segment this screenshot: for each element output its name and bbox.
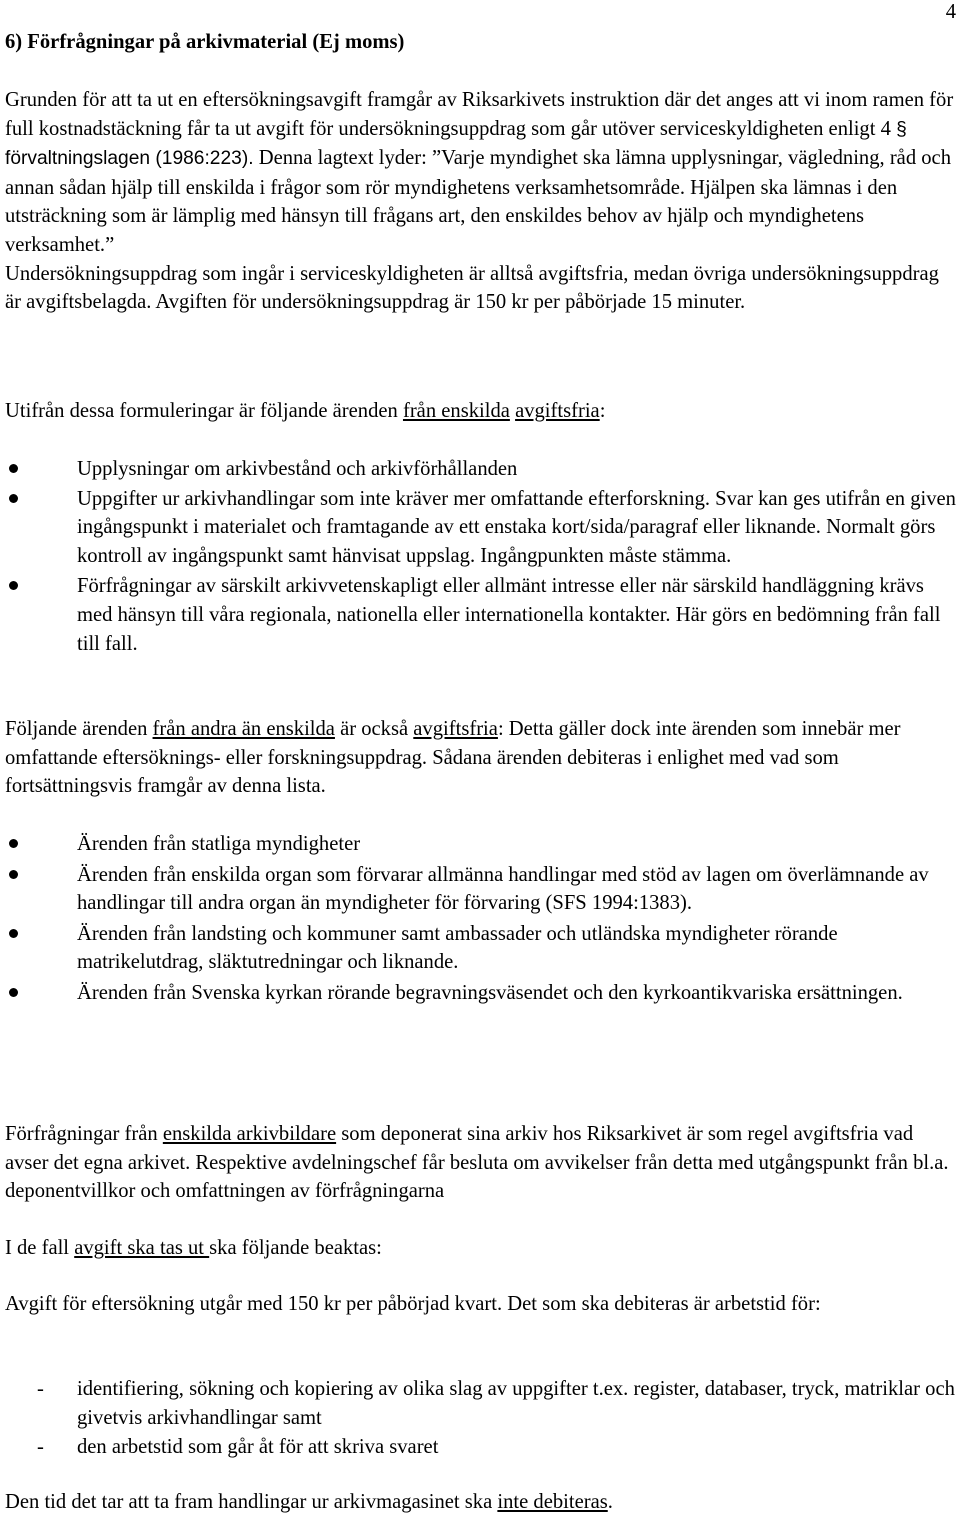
section-heading: 6) Förfrågningar på arkivmaterial (Ej moms)	[5, 31, 405, 53]
intro-text-4: Undersökningsuppdrag som ingår i serviceskyldigheten är alltså avgiftsfria, medan övriga undersökningsuppdrag är avgiftsbelagda. Avgiften för undersökningsuppdrag är 150 kr per påbörjade 15 minuter.	[5, 262, 939, 314]
intro-paragraph	[5, 86, 957, 317]
archive-creators-underlined: enskilda arkivbildare	[162, 1123, 337, 1145]
private-free-post: :	[599, 400, 606, 422]
archive-creators-pre: Förfrågningar från	[5, 1123, 163, 1145]
archive-creators-post: som deponerat sina arkiv hos Riksarkivet är som regel avgiftsfria vad avser det egna arkivet. Respektive avdelningschef får besluta om avvikelser från detta med utgångspunkt från bl.a. deponentvillkor och omfattningen av förfrågningarna	[5, 1123, 949, 1203]
others-free-underlined-2: avgiftsfria	[413, 718, 498, 740]
intro-text-1: Grunden för att ta ut en eftersökningsavgift framgår av Riksarkivets instruktion där det anges att vi inom ramen för full kostnadstäckning får ta ut avgift för undersökningsuppdrag som går utöver serviceskyldigheten enligt 4	[5, 89, 954, 140]
fee-case-pre: I de fall	[5, 1237, 75, 1259]
intro-text-2: förvaltningslagen (1986:223).	[5, 148, 254, 170]
others-free-paragraph	[5, 715, 957, 801]
page-number: 4	[945, 1, 956, 23]
section-sign: §	[896, 118, 907, 140]
final-pre: Den tid det tar att ta fram handlingar ur arkivmagasinet ska	[5, 1491, 498, 1513]
list-item: - identifiering, sökning och kopiering av olika slag av uppgifter t.ex. register, databaser, tryck, matriklar och givetvis arkivhandlingar samt	[5, 1375, 957, 1432]
law-quote: Denna lagtext lyder: ”Varje myndighet ska lämna upplysningar, vägledning, råd och annan sådan hjälp till enskilda i frågor som rör myndighetens verksamhetsområde. Hjälpen ska lämnas i den utsträckning som är lämplig med hänsyn till frågans art, den enskildes behov av hjälp och myndighetens verksamhet.”	[5, 147, 951, 256]
fee-rate-paragraph: Avgift för eftersökning utgår med 150 kr per påbörjad kvart. Det som ska debiteras är arbetstid för:	[5, 1293, 821, 1315]
list-item: Ärenden från Svenska kyrkan rörande begravningsväsendet och den kyrkoantikvariska ersättningen.	[5, 979, 957, 1008]
others-free-list	[5, 830, 957, 1008]
billable-work-list	[5, 1375, 957, 1462]
list-item: - den arbetstid som går åt för att skriva svaret	[5, 1433, 957, 1462]
list-item: Förfrågningar av särskilt arkivvetenskapligt eller allmänt intresse eller när särskild handläggning krävs med hänsyn till våra regionala, nationella eller internationella kontakter. Här görs en bedömning från fall till fall.	[5, 572, 957, 658]
private-free-list	[5, 455, 957, 658]
private-free-paragraph	[5, 397, 957, 426]
final-post: .	[607, 1491, 613, 1513]
fee-case-paragraph	[5, 1234, 957, 1263]
others-free-mid: är också	[334, 718, 414, 740]
list-item: Ärenden från enskilda organ som förvarar allmänna handlingar med stöd av lagen om överlämnande av handlingar till andra organ än myndigheter för förvaring (SFS 1994:1383).	[5, 861, 957, 918]
final-underlined: inte debiteras	[497, 1491, 608, 1513]
list-item: Ärenden från statliga myndigheter	[5, 830, 957, 859]
private-free-underlined-1: från enskilda	[402, 400, 510, 422]
fee-case-underlined: avgift ska tas ut	[74, 1237, 210, 1259]
archive-creators-paragraph	[5, 1120, 957, 1206]
others-free-post: : Detta gäller dock inte ärenden som innebär mer omfattande eftersöknings- eller forskningsuppdrag. Sådana ärenden debiteras i enlighet med vad som fortsättningsvis framgår av denna lista.	[5, 718, 901, 798]
private-free-underlined-2: avgiftsfria	[515, 400, 600, 422]
others-free-underlined-1: från andra än enskilda	[152, 718, 335, 740]
list-item: Upplysningar om arkivbestånd och arkivförhållanden	[5, 455, 957, 484]
list-item: Uppgifter ur arkivhandlingar som inte kräver mer omfattande efterforskning. Svar kan ges utifrån en given ingångspunkt i materialet och framtagande av ett enstaka kort/sida/paragraf eller liknande. Normalt görs kontroll av ingångspunkt samt hänvisat uppslag. Ingångpunkten måste stämma.	[5, 485, 957, 571]
others-free-pre: Följande ärenden	[5, 718, 153, 740]
fee-case-post: ska följande beaktas:	[209, 1237, 382, 1259]
list-item: Ärenden från landsting och kommuner samt ambassader och utländska myndigheter rörande matrikelutdrag, släktutredningar och liknande.	[5, 920, 957, 977]
private-free-pre: Utifrån dessa formuleringar är följande ärenden	[5, 400, 403, 422]
final-paragraph	[5, 1488, 957, 1517]
